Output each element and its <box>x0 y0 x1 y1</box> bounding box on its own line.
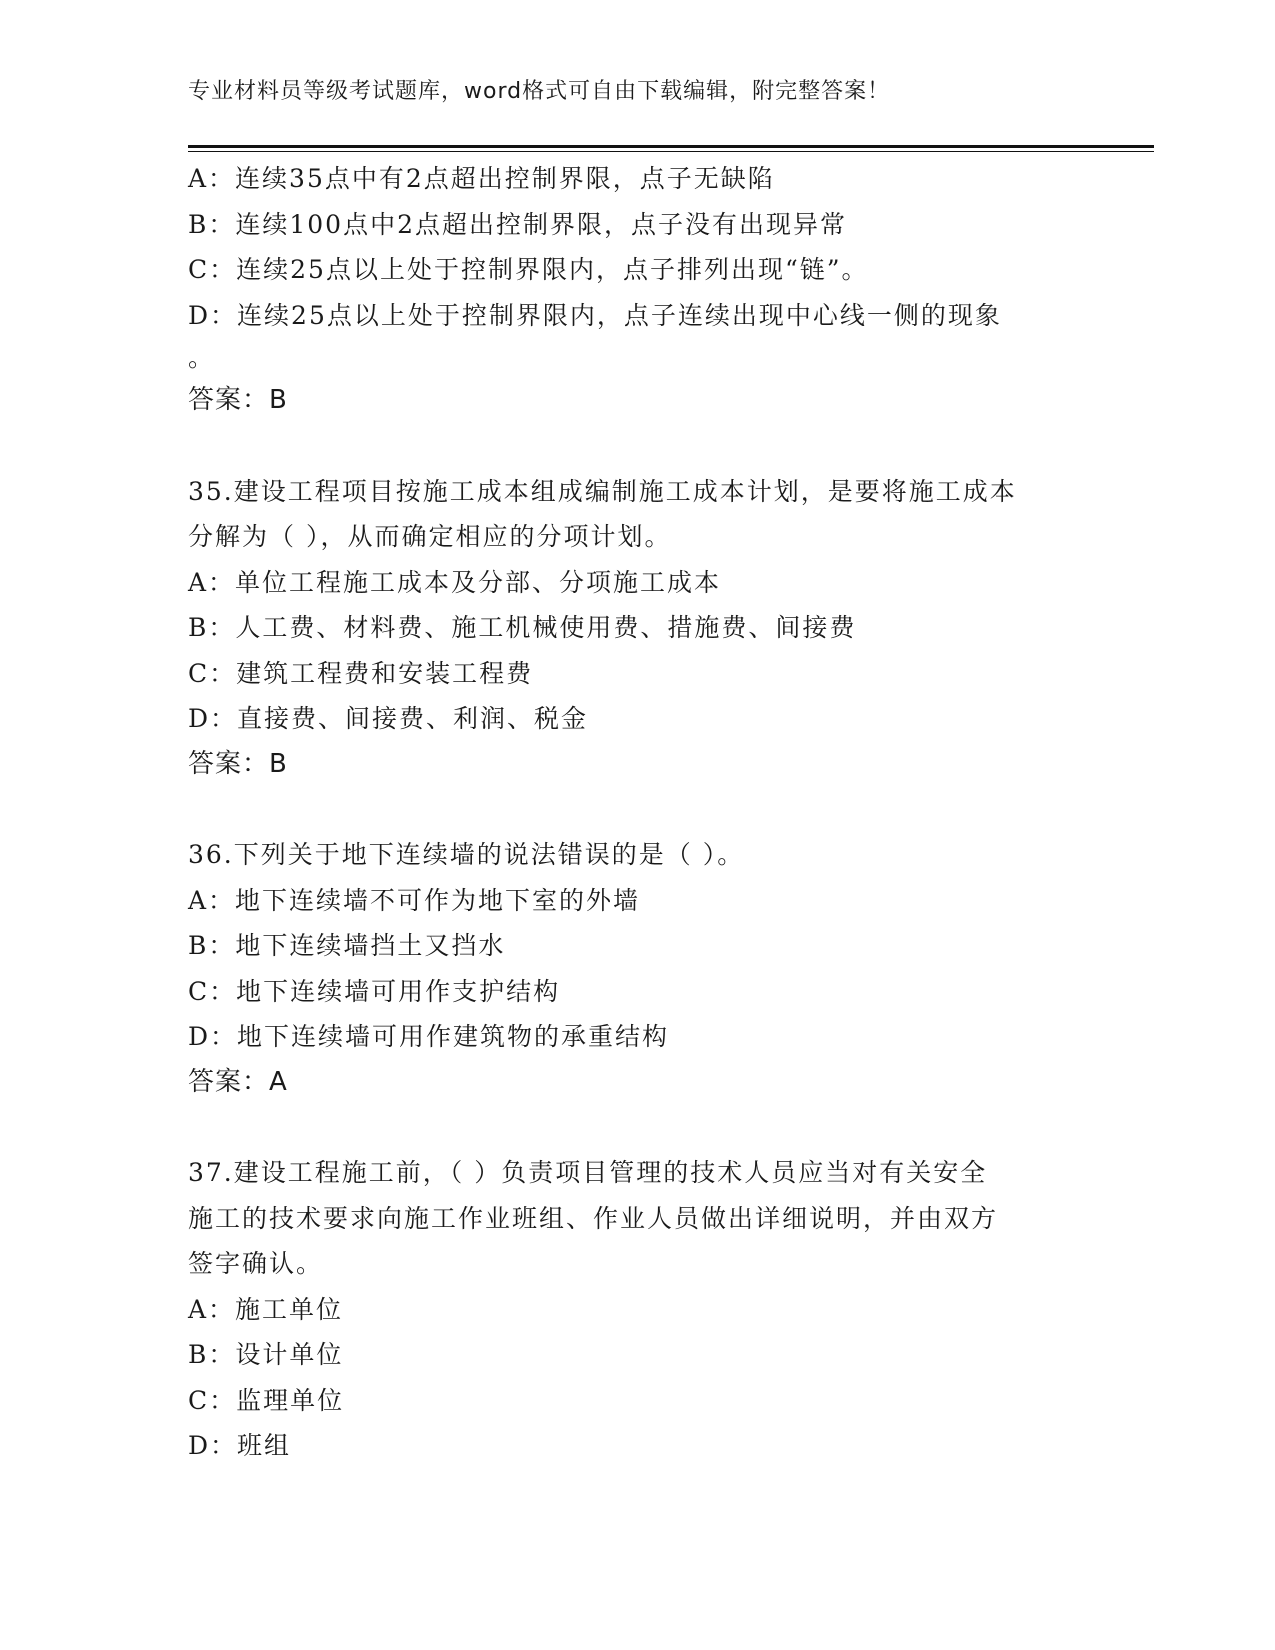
option-a: A：施工单位 <box>188 1294 344 1324</box>
option-c: C：地下连续墙可用作支护结构 <box>188 976 561 1006</box>
option-c: C：连续25点以上处于控制界限内，点子排列出现“链”。 <box>188 255 869 284</box>
question-stem: 37.建设工程施工前，（ ）负责项目管理的技术人员应当对有关安全 <box>188 1158 988 1187</box>
option-c: C：监理单位 <box>188 1385 345 1415</box>
option-b: B：人工费、材料费、施工机械使用费、措施费、间接费 <box>188 613 857 642</box>
header-rule-thick <box>188 145 1154 148</box>
option-d: D：班组 <box>188 1431 292 1460</box>
question-content <box>188 156 1088 1469</box>
page-header: 专业材料员等级考试题库，word格式可自由下载编辑，附完整答案！ <box>188 79 891 104</box>
question-36 <box>188 832 1088 1105</box>
option-b: B：地下连续墙挡土又挡水 <box>188 931 506 960</box>
option-d: D：直接费、间接费、利润、税金 <box>188 704 589 733</box>
option-d: D：连续25点以上处于控制界限内，点子连续出现中心线一侧的现象 <box>188 300 1002 330</box>
question-stem: 签字确认。 <box>188 1249 324 1278</box>
answer: 答案：B <box>188 385 288 415</box>
option-d-continuation: 。 <box>188 343 216 372</box>
header-rule-thin <box>188 151 1154 152</box>
question-stem: 36.下列关于地下连续墙的说法错误的是（ ）。 <box>188 840 745 869</box>
answer: 答案：A <box>188 1066 288 1097</box>
spacer <box>188 1105 1088 1150</box>
question-stem: 35.建设工程项目按施工成本组成编制施工成本计划，是要将施工成本 <box>188 476 1017 506</box>
option-b: B：连续100点中2点超出控制界限，点子没有出现异常 <box>188 209 847 239</box>
question-stem: 分解为（ ），从而确定相应的分项计划。 <box>188 522 672 551</box>
question-37 <box>188 1150 1088 1469</box>
question-35 <box>188 469 1088 788</box>
question-stem: 施工的技术要求向施工作业班组、作业人员做出详细说明，并由双方 <box>188 1203 999 1233</box>
spacer <box>188 424 1088 469</box>
option-a: A：单位工程施工成本及分部、分项施工成本 <box>188 567 722 597</box>
option-b: B：设计单位 <box>188 1340 344 1369</box>
option-c: C：建筑工程费和安装工程费 <box>188 658 534 688</box>
question-34 <box>188 156 1088 424</box>
option-d: D：地下连续墙可用作建筑物的承重结构 <box>188 1022 670 1051</box>
answer: 答案：B <box>188 748 288 779</box>
option-a: A：连续35点中有2点超出控制界限，点子无缺陷 <box>188 164 775 193</box>
spacer <box>188 787 1088 832</box>
option-a: A：地下连续墙不可作为地下室的外墙 <box>188 885 641 915</box>
